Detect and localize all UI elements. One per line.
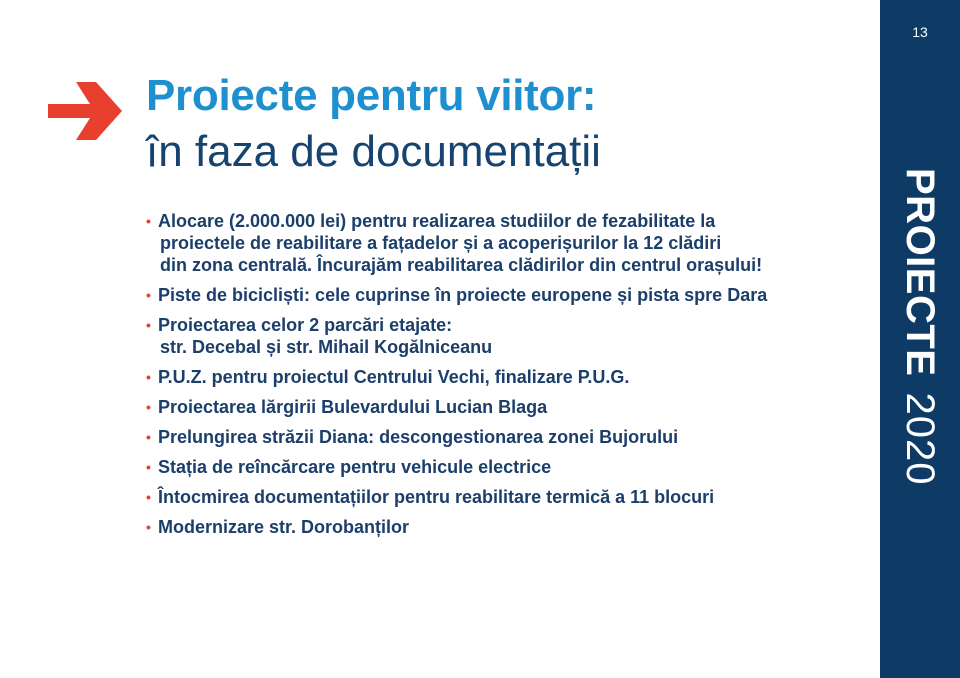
list-item-text: Proiectarea celor 2 parcări etajate: bbox=[158, 315, 453, 335]
sidebar bbox=[880, 0, 960, 678]
list-item bbox=[146, 516, 866, 538]
list-item bbox=[146, 456, 866, 478]
page-subtitle: în faza de documentații bbox=[146, 127, 601, 176]
list-item-text: Piste de bicicliști: cele cuprinse în proiecte europene și pista spre Dara bbox=[158, 285, 768, 305]
list-item-text: Proiectarea lărgirii Bulevardului Lucian Blaga bbox=[158, 397, 548, 417]
list-item-text: P.U.Z. pentru proiectul Centrului Vechi, finalizare P.U.G. bbox=[158, 367, 630, 387]
list-item bbox=[146, 314, 866, 358]
list-item bbox=[146, 426, 866, 448]
arrow-right-icon bbox=[46, 78, 124, 144]
bullet-icon: • bbox=[146, 429, 151, 445]
bullet-icon: • bbox=[146, 399, 151, 415]
sidebar-label-year: 2020 bbox=[898, 392, 942, 486]
sidebar-label-word: PROIECTE bbox=[898, 168, 942, 377]
bullet-icon: • bbox=[146, 369, 151, 385]
list-item-text: proiectele de reabilitare a fațadelor și a acoperișurilor la 12 clădiri bbox=[160, 233, 722, 253]
page-title: Proiecte pentru viitor: bbox=[146, 71, 597, 120]
bullet-icon: • bbox=[146, 213, 151, 229]
list-item-text: din zona centrală. Încurajăm reabilitarea clădirilor din centrul orașului! bbox=[160, 255, 763, 275]
list-item bbox=[146, 486, 866, 508]
list-item-text: Alocare (2.000.000 lei) pentru realizarea studiilor de fezabilitate la bbox=[158, 211, 716, 231]
list-item bbox=[146, 284, 866, 306]
page-number: 13 bbox=[912, 24, 928, 40]
list-item-text: Modernizare str. Dorobanților bbox=[158, 517, 410, 537]
list-item-text: Întocmirea documentațiilor pentru reabilitare termică a 11 blocuri bbox=[158, 487, 715, 507]
bullet-icon: • bbox=[146, 519, 151, 535]
project-list bbox=[146, 210, 866, 546]
bullet-icon: • bbox=[146, 317, 151, 333]
list-item-text: str. Decebal și str. Mihail Kogălniceanu bbox=[160, 337, 493, 357]
list-item bbox=[146, 366, 866, 388]
list-item bbox=[146, 210, 866, 276]
bullet-icon: • bbox=[146, 459, 151, 475]
list-item bbox=[146, 396, 866, 418]
bullet-icon: • bbox=[146, 287, 151, 303]
sidebar-label bbox=[880, 168, 960, 485]
list-item-text: Stația de reîncărcare pentru vehicule electrice bbox=[158, 457, 552, 477]
bullet-icon: • bbox=[146, 489, 151, 505]
list-item-text: Prelungirea străzii Diana: descongestionarea zonei Bujorului bbox=[158, 427, 679, 447]
